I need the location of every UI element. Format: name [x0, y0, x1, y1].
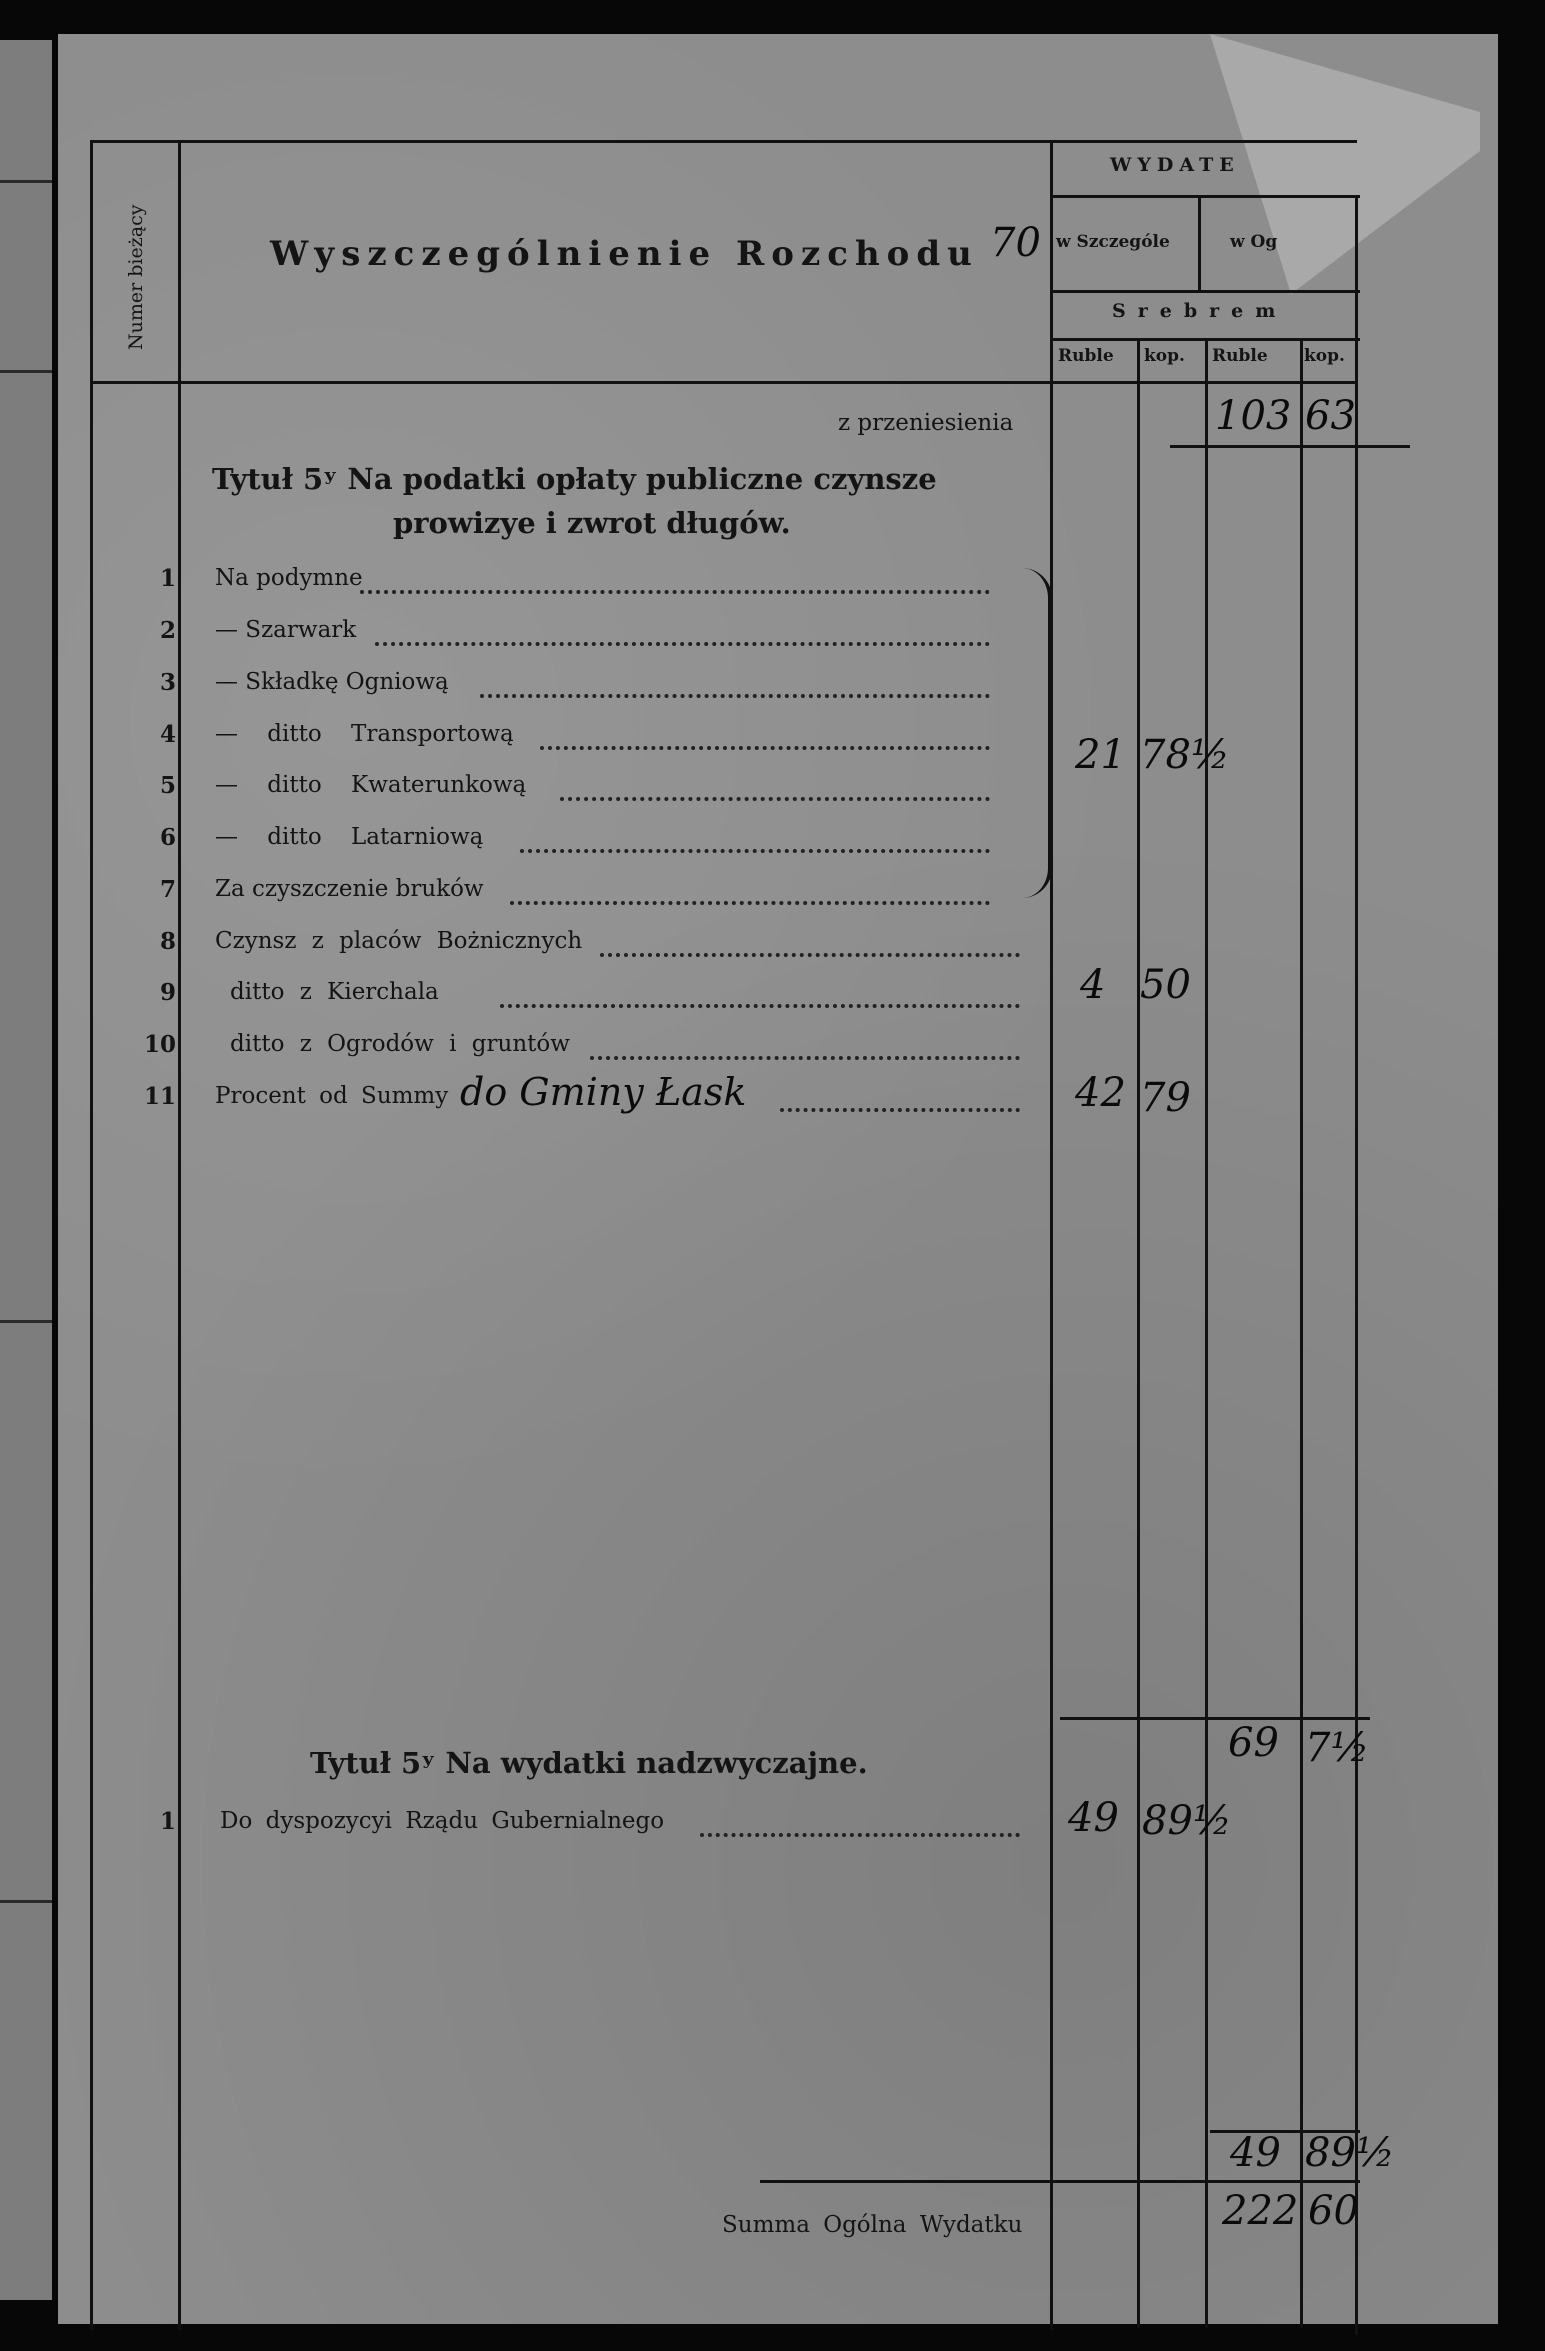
left-page-edge — [0, 40, 52, 2300]
carry-kop: 63 — [1305, 393, 1356, 439]
summa-label: Summa Ogólna Wydatku — [722, 2212, 1023, 2238]
row9-ruble: 4 — [1080, 962, 1106, 1008]
w-ogole-header: w Og — [1230, 232, 1278, 252]
row-label: — ditto Latarniową — [215, 824, 484, 850]
kop-col-2: kop. — [1304, 346, 1345, 366]
row-number: 9 — [159, 979, 176, 1006]
row-number: 10 — [143, 1031, 176, 1058]
handwritten-gmina: do Gminy Łask — [460, 1070, 747, 1114]
grouping-brace — [1012, 568, 1052, 898]
row-number: 5 — [159, 772, 176, 799]
numer-biezacy-header: Numer bieżący — [125, 204, 147, 350]
row-label: ditto z Ogrodów i gruntów — [230, 1031, 570, 1057]
summa-kop: 60 — [1308, 2188, 1359, 2234]
row-label: Na podymne — [215, 565, 363, 591]
summa-ruble: 222 — [1222, 2188, 1299, 2234]
page-title: Wyszczególnienie Rozchodu — [270, 234, 979, 274]
ruble-col-2: Ruble — [1212, 346, 1268, 366]
row-number: 8 — [159, 928, 176, 955]
section1-title-line2: prowizye i zwrot długów. — [393, 506, 791, 540]
carry-label: z przeniesienia — [838, 410, 1014, 436]
row-label: — ditto Transportową — [215, 721, 514, 747]
section1-total-kop: 7½ — [1305, 1725, 1370, 1771]
carry-ruble: 103 — [1215, 393, 1292, 439]
row-number: 1 — [159, 1808, 176, 1835]
row-number: 3 — [159, 669, 176, 696]
w-szczegole-header: w Szczególe — [1056, 232, 1170, 252]
section2-total-ruble: 49 — [1230, 2130, 1281, 2176]
row-number: 6 — [159, 824, 176, 851]
ledger-page — [58, 34, 1498, 2324]
section2-title: Tytuł 5ʸ Na wydatki nadzwyczajne. — [310, 1746, 868, 1780]
section2-row1-ruble: 49 — [1068, 1795, 1119, 1841]
srebrem-header: Srebrem — [1112, 300, 1288, 322]
row-label: — ditto Kwaterunkową — [215, 772, 527, 798]
section1-title-line1: Tytuł 5ʸ Na podatki opłaty publiczne czynsze — [212, 462, 937, 496]
section2-row1-kop: 89½ — [1142, 1798, 1232, 1844]
row-label: Procent od Summy — [215, 1083, 449, 1109]
row11-kop: 79 — [1140, 1075, 1191, 1121]
row-number: 4 — [159, 721, 176, 748]
row-label: Czynsz z placów Bożnicznych — [215, 928, 583, 954]
row-number: 2 — [159, 617, 176, 644]
row-label: — Składkę Ogniową — [215, 669, 449, 695]
row-number: 7 — [159, 876, 176, 903]
wydatek-header: WYDATE — [1110, 154, 1240, 176]
group-ruble: 21 — [1075, 732, 1126, 778]
row-label: Do dyspozycyi Rządu Gubernialnego — [220, 1808, 665, 1834]
ruble-col-1: Ruble — [1058, 346, 1114, 366]
row-label: ditto z Kierchala — [230, 979, 439, 1005]
group-kop: 78½ — [1140, 732, 1230, 778]
row11-ruble: 42 — [1075, 1070, 1126, 1116]
handwritten-page-number: 70 — [990, 220, 1041, 266]
row-number: 11 — [143, 1083, 176, 1110]
row-label: Za czyszczenie bruków — [215, 876, 484, 902]
section2-total-kop: 89½ — [1305, 2130, 1395, 2176]
section1-total-ruble: 69 — [1228, 1720, 1279, 1766]
row-label: — Szarwark — [215, 617, 357, 643]
row-number: 1 — [159, 565, 176, 592]
row9-kop: 50 — [1140, 962, 1191, 1008]
kop-col-1: kop. — [1144, 346, 1185, 366]
